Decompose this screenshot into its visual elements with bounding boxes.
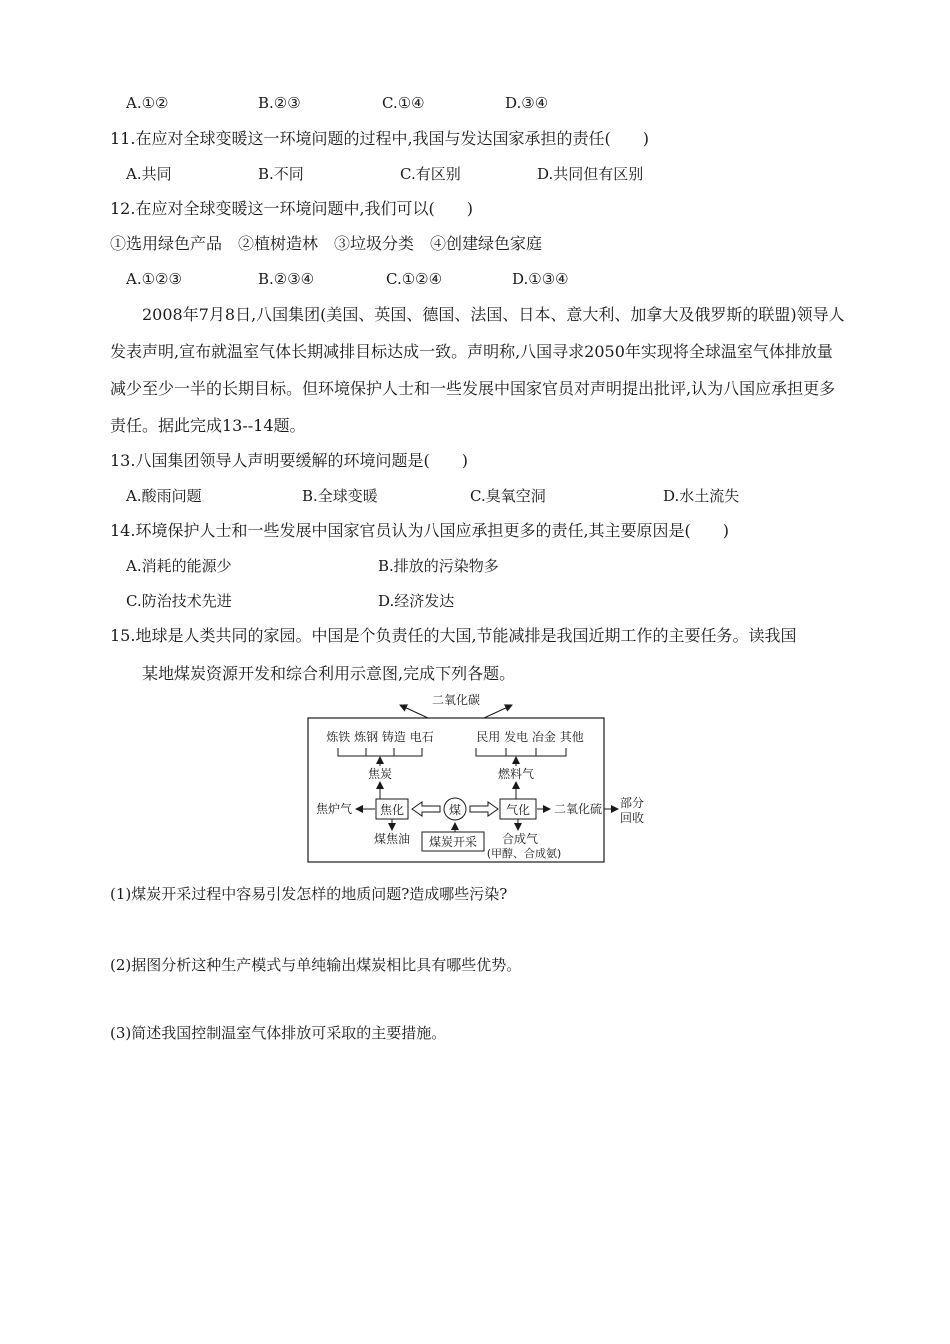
passage: 2008年7月8日,八国集团(美国、英国、德国、法国、日本、意大利、加拿大及俄罗斯的联盟)领导人发表声明,宣布就温室气体长期减排目标达成一致。声明称,八国寻求2050年实现将全球温室气体排放量减少至少一半的长期目标。但环境保护人士和一些发展中国家官员对声明提出批评,认为八国应承担更多责任。据此完成13--14题。: [110, 305, 845, 435]
q10-option-b: B.②③: [258, 94, 301, 112]
q15-sub2: (2)据图分析这种生产模式与单纯输出煤炭相比具有哪些优势。: [110, 956, 522, 974]
q13-option-b: B.全球变暖: [302, 487, 378, 505]
co2-arrow-left: [400, 705, 428, 718]
coke-oven-gas-label: 焦炉气: [315, 802, 353, 816]
co2-arrow-right: [484, 705, 512, 718]
q12-option-d: D.①③④: [512, 270, 569, 288]
q15-sub3: (3)简述我国控制温室气体排放可采取的主要措施。: [110, 1024, 447, 1042]
q12-option-a: A.①②③: [126, 270, 182, 288]
coal-utilization-diagram: [300, 688, 660, 868]
partial-recovery-label-2: 回收: [619, 811, 645, 825]
coal-to-gasification-arrow: [470, 802, 498, 816]
fuel-gas-label: 燃料气: [497, 767, 535, 781]
q13-option-a: A.酸雨问题: [126, 487, 202, 505]
q12-stem: 12.在应对全球变暖这一环境问题中,我们可以( ): [110, 199, 474, 218]
gasification-label: 气化: [505, 803, 531, 817]
q11-option-b: B.不同: [258, 165, 304, 183]
q12-option-c: C.①②④: [386, 270, 443, 288]
coal-label: 煤: [448, 803, 462, 817]
q12-items: ①选用绿色产品 ②植树造林 ③垃圾分类 ④创建绿色家庭: [110, 234, 543, 253]
q13-stem: 13.八国集团领导人声明要缓解的环境问题是( ): [110, 451, 468, 470]
q14-stem: 14.环境保护人士和一些发展中国家官员认为八国应承担更多的责任,其主要原因是( ): [110, 521, 730, 540]
q11-stem: 11.在应对全球变暖这一环境问题的过程中,我国与发达国家承担的责任( ): [110, 129, 650, 148]
q13-option-c: C.臭氧空洞: [470, 487, 546, 505]
q14-option-c: C.防治技术先进: [126, 592, 232, 610]
q12-option-b: B.②③④: [258, 270, 315, 288]
coal-tar-label: 煤焦油: [373, 832, 411, 846]
q10-option-c: C.①④: [382, 94, 425, 112]
coal-mining-label: 煤炭开采: [428, 835, 478, 849]
syngas-label: 合成气: [501, 832, 539, 846]
coking-label: 焦化: [379, 803, 405, 817]
q15-stem-line1: 15.地球是人类共同的家园。中国是个负责任的大国,节能减排是我国近期工作的主要任务。读我国: [110, 626, 797, 645]
coal-to-coking-arrow: [412, 802, 440, 816]
q11-option-a: A.共同: [126, 165, 172, 183]
syngas-note-label: (甲醇、合成氨): [486, 847, 562, 860]
coke-label: 焦炭: [367, 767, 393, 781]
q13-option-d: D.水土流失: [663, 487, 740, 505]
q15-stem-line2: 某地煤炭资源开发和综合利用示意图,完成下列各题。: [142, 664, 516, 683]
right-uses-label: 民用 发电 冶金 其他: [476, 730, 584, 744]
q10-option-a: A.①②: [126, 94, 169, 112]
left-uses-label: 炼铁 炼钢 铸造 电石: [326, 730, 434, 744]
q15-sub1: (1)煤炭开采过程中容易引发怎样的地质问题?造成哪些污染?: [110, 885, 508, 903]
q14-option-a: A.消耗的能源少: [126, 557, 232, 575]
so2-label: 二氧化硫: [553, 802, 603, 816]
co2-label: 二氧化碳: [431, 693, 481, 707]
partial-recovery-label-1: 部分: [619, 796, 645, 810]
q14-option-b: B.排放的污染物多: [378, 557, 499, 575]
q14-option-d: D.经济发达: [378, 592, 455, 610]
q11-option-d: D.共同但有区别: [537, 165, 644, 183]
q10-option-d: D.③④: [505, 94, 549, 112]
left-bracket: [338, 748, 422, 756]
q11-option-c: C.有区别: [400, 165, 461, 183]
right-bracket: [476, 748, 566, 756]
